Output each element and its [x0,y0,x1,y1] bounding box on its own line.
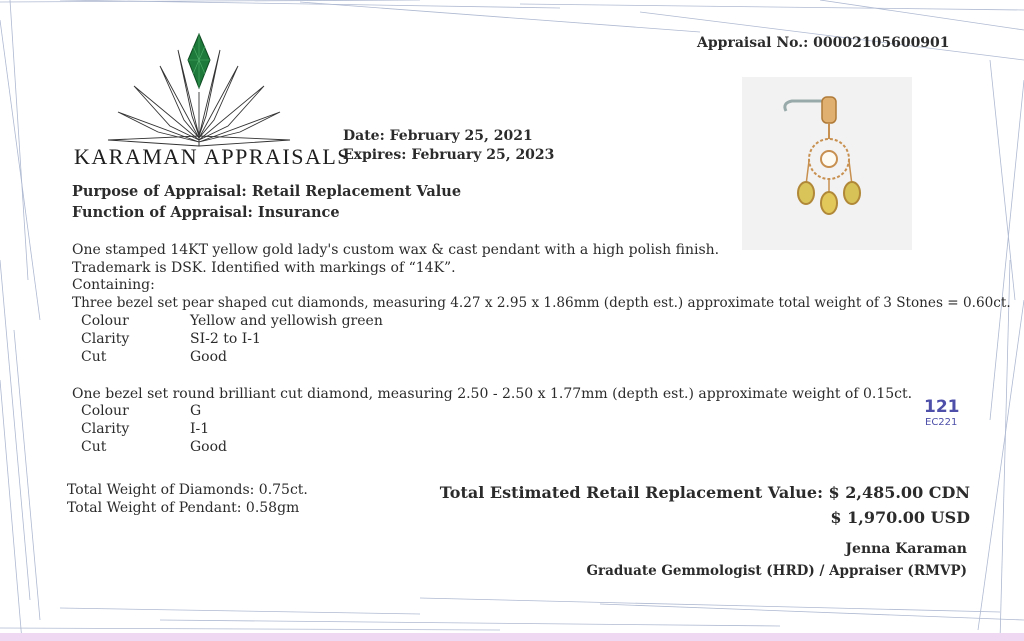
stone2-cut-value: Good [190,439,228,455]
emerald-icon [188,34,210,88]
logo-emblem [98,28,300,152]
description-line-3: Containing: [72,277,155,293]
description-line-2: Trademark is DSK. Identified with markings of “14K”. [72,260,456,276]
stone1-cut-label: Cut [81,349,107,365]
appraiser-name: Jenna Karaman [845,541,967,557]
total-value-usd: $ 1,970.00 USD [830,508,970,527]
stone2-clarity-value: I-1 [190,421,210,437]
appraiser-title: Graduate Gemmologist (HRD) / Appraiser (RMVP) [586,563,967,579]
stone1-clarity-value: SI-2 to I-1 [190,331,261,347]
stone1-cut-value: Good [190,349,228,365]
bottom-edge-strip [0,633,1024,641]
expiry-date: Expires: February 25, 2023 [343,147,555,163]
stone2-cut-label: Cut [81,439,107,455]
stone1-colour-value: Yellow and yellowish green [190,313,383,329]
stone1-clarity-label: Clarity [81,331,130,347]
total-diamond-weight: Total Weight of Diamonds: 0.75ct. [67,482,308,498]
purpose-of-appraisal: Purpose of Appraisal: Retail Replacement Value [72,183,462,200]
function-of-appraisal: Function of Appraisal: Insurance [72,204,340,221]
total-pendant-weight: Total Weight of Pendant: 0.58gm [67,500,300,516]
description-line-1: One stamped 14KT yellow gold lady's custom wax & cast pendant with a high polish finish. [72,242,720,258]
stone2-colour-label: Colour [81,403,129,419]
brand-name: KARAMAN APPRAISALS [74,144,352,169]
description-line-4: Three bezel set pear shaped cut diamonds, measuring 4.27 x 2.95 x 1.86mm (depth est.) approximate total weight of 3 Stones = 0.60ct. [72,295,1011,311]
stamp-code: EC221 [925,417,958,428]
stone2-colour-value: G [190,403,202,419]
pendant-photo [742,77,912,250]
stamp-number: 121 [924,397,960,417]
appraisal-date: Date: February 25, 2021 [343,128,533,144]
appraisal-number: Appraisal No.: 00002105600901 [697,35,950,51]
second-stone-description: One bezel set round brilliant cut diamond, measuring 2.50 - 2.50 x 1.77mm (depth est.) approximate weight of 0.15ct. [72,386,913,402]
stone2-clarity-label: Clarity [81,421,130,437]
total-value-cdn: Total Estimated Retail Replacement Value: $ 2,485.00 CDN [439,483,970,502]
stone1-colour-label: Colour [81,313,129,329]
